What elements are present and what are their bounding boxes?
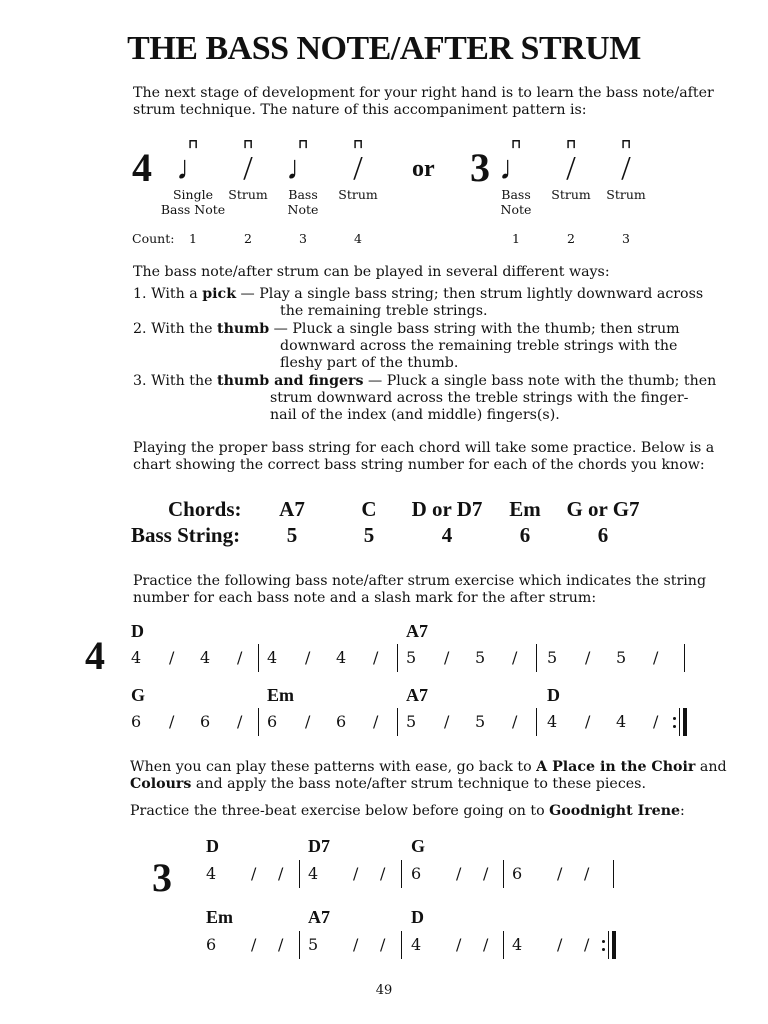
label-line: Bass	[501, 187, 531, 202]
strum-slash: /	[444, 648, 450, 667]
chord-label: D	[411, 907, 424, 927]
four-count-4: 4	[354, 231, 362, 246]
bass-string-number: 6	[512, 864, 523, 883]
count-label: Count:	[132, 231, 175, 246]
bass-string-number: 6	[131, 712, 142, 731]
downstroke-icon: ⊓	[242, 137, 254, 152]
way-continuation: downward across the remaining treble strings with the	[280, 338, 678, 354]
chord-label: D	[547, 685, 560, 705]
or-separator: or	[412, 156, 435, 182]
strum-slash: /	[653, 648, 659, 667]
bass-string-number: 4	[547, 712, 558, 731]
barline	[299, 860, 300, 888]
strum-slash: /	[584, 935, 590, 954]
barline	[401, 860, 402, 888]
strum-slash: /	[251, 864, 257, 883]
intro-line-1: The next stage of development for your right hand is to learn the bass note/after	[133, 85, 714, 101]
way-1	[133, 286, 703, 303]
chord-label: D	[131, 621, 144, 641]
table-string: 5	[363, 523, 375, 547]
way-number: 3.	[133, 373, 147, 389]
strum-slash: /	[353, 150, 363, 187]
barline	[258, 708, 259, 736]
bass-string-number: 5	[616, 648, 627, 667]
chord-label: A7	[308, 907, 330, 927]
bass-string-number: 4	[200, 648, 211, 667]
way-continuation: fleshy part of the thumb.	[280, 355, 459, 371]
intro-line-2: strum technique. The nature of this accompaniment pattern is:	[133, 102, 587, 118]
strum-slash: /	[557, 864, 563, 883]
time-signature: 4	[85, 633, 105, 678]
bass-string-number: 4	[131, 648, 142, 667]
strum-slash: /	[305, 648, 311, 667]
label-line: Strum	[228, 187, 268, 202]
final-barline	[612, 931, 616, 959]
ways-intro: The bass note/after strum can be played in several different ways:	[133, 264, 610, 280]
label-line: Note	[500, 202, 532, 217]
page-title: THE BASS NOTE/AFTER STRUM	[127, 30, 641, 67]
strum-slash: /	[566, 150, 576, 187]
strum-slash: /	[585, 712, 591, 731]
quarter-note-icon: ♩	[499, 150, 533, 187]
label-line: Note	[287, 202, 319, 217]
barline	[397, 708, 398, 736]
four-count-2: 2	[244, 231, 252, 246]
strum-slash: /	[237, 648, 243, 667]
strum-slash: /	[653, 712, 659, 731]
bass-string-number: 5	[406, 712, 417, 731]
bass-string-number: 4	[411, 935, 422, 954]
chords-row-label: Chords:	[168, 497, 242, 521]
label-line: Strum	[551, 187, 591, 202]
repeat-dot	[602, 940, 605, 943]
bass-string-row-label: Bass String:	[131, 523, 241, 547]
bass-string-number: 5	[547, 648, 558, 667]
barline	[503, 860, 504, 888]
label-line: Strum	[606, 187, 646, 202]
label-line: Bass	[288, 187, 318, 202]
strum-slash: /	[373, 648, 379, 667]
four-count-3: 3	[299, 231, 307, 246]
way-text: — Play a single bass string; then strum lightly downward across	[236, 286, 704, 302]
way-pre: With a	[151, 286, 203, 302]
downstroke-icon: ⊓	[297, 137, 309, 152]
bass-string-number: 6	[336, 712, 347, 731]
strum-slash: /	[584, 864, 590, 883]
bass-string-number: 5	[406, 648, 417, 667]
after-text	[130, 759, 727, 793]
three-time-signature: 3	[470, 145, 490, 190]
downstroke-icon: ⊓	[187, 137, 199, 152]
way-continuation: strum downward across the treble strings with the finger-	[270, 390, 689, 406]
way-method: pick	[202, 286, 237, 302]
table-chord: C	[361, 497, 377, 521]
strum-slash: /	[353, 864, 359, 883]
after-text-line-2: Colours and apply the bass note/after strum technique to these pieces.	[130, 776, 646, 792]
chord-label: D	[206, 836, 219, 856]
way-continuation: the remaining treble strings.	[280, 303, 488, 319]
strum-slash: /	[444, 712, 450, 731]
strum-slash: /	[278, 935, 284, 954]
bass-string-number: 4	[206, 864, 217, 883]
after-text-line-1: When you can play these patterns with ease, go back to A Place in the Choir and	[130, 759, 727, 775]
table-string: 6	[597, 523, 609, 547]
four-label-4	[318, 187, 398, 202]
table-chord: G or G7	[566, 497, 640, 521]
repeat-dot	[673, 725, 676, 728]
bass-string-number: 5	[475, 648, 486, 667]
page-number: 49	[375, 983, 393, 998]
strum-slash: /	[243, 150, 253, 187]
strum-slash: /	[456, 935, 462, 954]
bass-string-number: 4	[267, 648, 278, 667]
strum-slash: /	[305, 712, 311, 731]
quarter-note-icon: ♩	[286, 150, 320, 187]
barline	[679, 708, 680, 736]
way-2	[133, 321, 680, 338]
chord-label: Em	[267, 685, 294, 705]
downstroke-icon: ⊓	[620, 137, 632, 152]
strum-slash: /	[169, 648, 175, 667]
chord-label: A7	[406, 685, 428, 705]
strum-slash: /	[251, 935, 257, 954]
way-3	[133, 373, 716, 390]
strum-slash: /	[512, 648, 518, 667]
barline	[503, 931, 504, 959]
barline	[536, 708, 537, 736]
way-continuation: nail of the index (and middle) fingers(s).	[270, 407, 560, 423]
strum-slash: /	[237, 712, 243, 731]
label-line: Strum	[338, 187, 378, 202]
bass-string-number: 5	[475, 712, 486, 731]
four-count-1: 1	[189, 231, 197, 246]
bass-string-number: 6	[206, 935, 217, 954]
table-chord: Em	[509, 497, 541, 521]
final-barline	[683, 708, 687, 736]
exercise4-intro-line-2: number for each bass note and a slash mark for the after strum:	[133, 590, 597, 606]
chart-intro-line-2: chart showing the correct bass string number for each of the chords you know:	[133, 457, 705, 473]
way-number: 2.	[133, 321, 147, 337]
strum-slash: /	[353, 935, 359, 954]
repeat-dot	[673, 717, 676, 720]
way-method: thumb and fingers	[217, 373, 364, 389]
barline	[536, 644, 537, 672]
strum-slash: /	[456, 864, 462, 883]
bass-string-number: 4	[308, 864, 319, 883]
strum-slash: /	[278, 864, 284, 883]
barline	[401, 931, 402, 959]
bass-string-number: 4	[512, 935, 523, 954]
quarter-note-icon: ♩	[176, 150, 210, 187]
strum-slash: /	[585, 648, 591, 667]
strum-slash: /	[621, 150, 631, 187]
bass-string-number: 6	[267, 712, 278, 731]
chord-label: A7	[406, 621, 428, 641]
strum-slash: /	[380, 864, 386, 883]
table-chord: D or D7	[411, 497, 483, 521]
barline	[258, 644, 259, 672]
label-line: Single	[172, 187, 213, 202]
bass-string-number: 5	[308, 935, 319, 954]
chart-intro	[133, 440, 714, 474]
table-string: 5	[286, 523, 298, 547]
repeat-dot	[602, 948, 605, 951]
way-pre: With the	[151, 373, 218, 389]
table-string: 6	[519, 523, 531, 547]
label-line: Bass Note	[160, 202, 226, 217]
time-signature: 3	[152, 855, 172, 900]
bass-string-number: 6	[411, 864, 422, 883]
barline	[684, 644, 685, 672]
exercise4-intro	[133, 573, 706, 607]
strum-slash: /	[483, 935, 489, 954]
strum-slash: /	[169, 712, 175, 731]
intro-paragraph	[133, 85, 714, 119]
barline	[608, 931, 609, 959]
three-count-3: 3	[622, 231, 630, 246]
way-number: 1.	[133, 286, 147, 302]
exercise4-intro-line-1: Practice the following bass note/after strum exercise which indicates the string	[133, 573, 707, 589]
three-count-1: 1	[512, 231, 520, 246]
strum-slash: /	[373, 712, 379, 731]
table-chord: A7	[279, 497, 305, 521]
chart-intro-line-1: Playing the proper bass string for each chord will take some practice. Below is a	[133, 440, 715, 456]
chord-label: G	[131, 685, 146, 705]
chord-label: G	[411, 836, 426, 856]
strum-slash: /	[380, 935, 386, 954]
way-method: thumb	[217, 321, 270, 337]
strum-slash: /	[483, 864, 489, 883]
barline	[613, 860, 614, 888]
downstroke-icon: ⊓	[565, 137, 577, 152]
way-pre: With the	[151, 321, 218, 337]
strum-slash: /	[557, 935, 563, 954]
barline	[299, 931, 300, 959]
way-text: — Pluck a single bass string with the thumb; then strum	[269, 321, 680, 337]
way-text: — Pluck a single bass note with the thumb; then	[363, 373, 717, 389]
downstroke-icon: ⊓	[510, 137, 522, 152]
table-string: 4	[441, 523, 453, 547]
three-beat-intro: Practice the three-beat exercise below before going on to Goodnight Irene:	[130, 803, 685, 819]
barline	[397, 644, 398, 672]
bass-string-number: 6	[200, 712, 211, 731]
four-time-signature: 4	[132, 145, 152, 190]
chord-label: Em	[206, 907, 233, 927]
strum-slash: /	[512, 712, 518, 731]
bass-string-number: 4	[336, 648, 347, 667]
chord-label: D7	[308, 836, 330, 856]
downstroke-icon: ⊓	[352, 137, 364, 152]
three-label-3	[586, 187, 666, 202]
three-count-2: 2	[567, 231, 575, 246]
bass-string-number: 4	[616, 712, 627, 731]
